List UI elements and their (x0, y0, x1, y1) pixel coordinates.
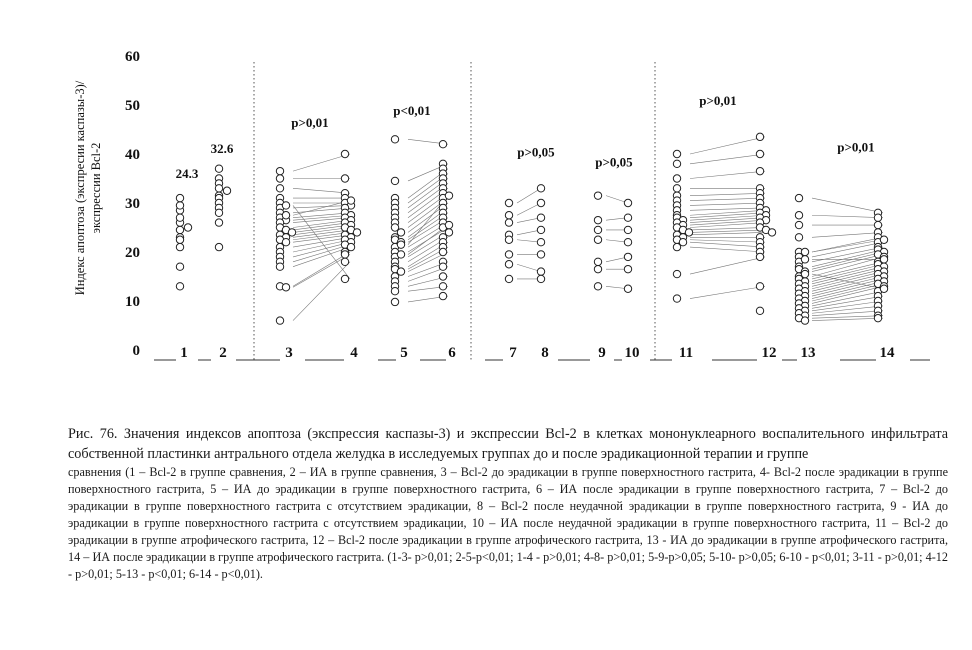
data-point-group-10 (624, 265, 631, 272)
group-mean-label: 24.3 (175, 166, 199, 181)
data-point-group-5 (397, 241, 404, 248)
y-tick-label: 40 (125, 147, 140, 163)
data-point-group-14 (874, 314, 881, 321)
significance-label: p>0,05 (517, 144, 555, 160)
pair-connector-line (690, 230, 765, 232)
significance-label: p>0,01 (291, 115, 329, 131)
data-point-group-8 (537, 275, 544, 282)
data-point-group-13 (801, 317, 808, 324)
data-point-group-4 (341, 275, 348, 282)
x-group-label: 7 (509, 345, 517, 361)
data-point-group-14 (880, 285, 887, 292)
pair-connector-line (690, 232, 765, 234)
x-group-label: 11 (678, 345, 694, 361)
pair-connector-line (690, 220, 765, 225)
pair-connector-line (690, 198, 765, 200)
pair-connector-line (690, 240, 765, 242)
data-point-group-4 (341, 175, 348, 182)
x-group-label: 14 (879, 345, 895, 361)
data-point-group-7 (505, 275, 512, 282)
y-tick-label: 30 (125, 196, 140, 212)
data-point-group-8 (537, 268, 544, 275)
x-group-label: 6 (448, 345, 456, 361)
data-point-group-7 (505, 236, 512, 243)
data-point-group-1 (176, 263, 183, 270)
data-point-group-13 (795, 221, 802, 228)
pair-connector-line (690, 218, 765, 223)
y-axis-ticks (125, 49, 140, 359)
data-point-group-6 (439, 292, 446, 299)
data-point-group-1 (176, 236, 183, 243)
significance-label: p>0,01 (837, 139, 875, 155)
pair-connector-line (812, 311, 883, 316)
significance-label: p>0,05 (595, 154, 633, 170)
data-point-group-6 (439, 141, 446, 148)
data-point-group-12 (756, 253, 763, 260)
data-point-group-9 (594, 192, 601, 199)
data-point-group-7 (505, 199, 512, 206)
pair-connector-line (690, 213, 765, 218)
y-tick-label: 10 (125, 294, 140, 310)
data-points (176, 133, 887, 324)
data-point-group-8 (537, 185, 544, 192)
pair-connector-line (690, 215, 765, 220)
data-point-group-11 (673, 175, 680, 182)
significance-label: p>0,01 (699, 93, 737, 108)
data-point-group-6 (445, 221, 452, 228)
data-point-group-14 (874, 221, 881, 228)
y-tick-label: 60 (125, 49, 140, 65)
y-tick-label: 0 (132, 343, 140, 359)
data-point-group-11 (673, 160, 680, 167)
y-axis-label-line2: экспрессии Bcl-2 (89, 142, 103, 234)
pair-connector-line (690, 247, 765, 252)
pair-connector-line (293, 154, 350, 171)
data-point-group-3 (282, 202, 289, 209)
x-axis-labels (154, 345, 930, 361)
pair-connector-line (690, 223, 765, 228)
data-point-group-6 (445, 192, 452, 199)
pair-connector-line (812, 232, 883, 237)
data-point-group-9 (594, 216, 601, 223)
data-point-group-8 (537, 226, 544, 233)
data-point-group-9 (594, 236, 601, 243)
x-group-label: 2 (219, 345, 227, 361)
x-group-label: 13 (800, 345, 816, 361)
data-point-group-2 (215, 219, 222, 226)
x-group-label: 8 (541, 345, 549, 361)
pair-connector-line (690, 137, 765, 154)
data-point-group-7 (505, 251, 512, 258)
data-point-group-5 (391, 298, 398, 305)
data-point-group-3 (276, 175, 283, 182)
data-point-group-3 (276, 317, 283, 324)
pair-connector-line (690, 203, 765, 205)
data-point-group-13 (801, 270, 808, 277)
x-group-label: 5 (400, 345, 408, 361)
pair-connector-line (812, 198, 883, 213)
data-point-group-10 (624, 253, 631, 260)
pair-connector-lines (293, 137, 883, 321)
x-group-label: 12 (761, 345, 777, 361)
y-tick-label: 20 (125, 245, 140, 261)
pair-connector-line (690, 171, 765, 178)
data-point-group-9 (594, 283, 601, 290)
data-point-group-12 (756, 167, 763, 174)
pair-connector-line (690, 154, 765, 164)
data-point-group-1 (176, 214, 183, 221)
caption-details: сравнения (1 – Bcl-2 в группе сравнения, 2 – ИА в группе сравнения, 3 – Bcl-2 до эрадикации в группе поверхностного гастрита, 4- Bcl-2 после эрадикации в группе поверхностного гастрита, 5 – ИА до эрадикации в группе поверхностного гастрита, 6 – ИА после эрадикации в группе поверхностного гастрита, 7 – Bcl-2 до эрадикации в группе поверхностного гастрита с отсутствием эрадикации, 8 – Bcl-2 после неудачной эрадикации в группе поверхностного гастрита, 9 - ИА до эрадикации в группе поверхностного гастрита с отсутствием эрадикации, 10 – ИА после неудачной эрадикации в группе поверхностного гастрита, 11 – Bcl-2 до эрадикации в группе атрофического гастрита, 12 – Bcl-2 после эрадикации в группе атрофического гастрита, 13 - ИА до эрадикации в группе атрофического гастрита, 14 – ИА после эрадикации в группе атрофического гастрита. (1-3- p>0,01; 2-5-p<0,01; 1-4 - p>0,01; 4-8- p>0,01; 5-9-p>0,05; 5-10- p>0,05; 6-10 - p<0,01; 3-11 - p>0,01; 4-12 - p>0,01; 5-13 - p<0,01; 6-14 - p<0,01). (68, 465, 948, 581)
data-point-group-1 (176, 202, 183, 209)
data-point-group-14 (880, 256, 887, 263)
data-point-group-2 (215, 209, 222, 216)
data-point-group-1 (176, 226, 183, 233)
data-point-group-11 (673, 295, 680, 302)
data-point-group-6 (439, 263, 446, 270)
data-point-group-10 (624, 226, 631, 233)
data-point-group-7 (505, 219, 512, 226)
data-point-group-13 (795, 212, 802, 219)
data-point-group-5 (397, 251, 404, 258)
significance-label: p<0,01 (393, 102, 431, 118)
data-point-group-5 (391, 177, 398, 184)
y-axis-label-line1: Индекс апоптоза (экспресии каспазы-3)/ (73, 80, 87, 296)
data-point-group-1 (176, 243, 183, 250)
data-point-group-12 (756, 133, 763, 140)
pair-connector-line (517, 188, 541, 203)
data-point-group-9 (594, 226, 601, 233)
data-point-group-4 (347, 197, 354, 204)
data-point-group-14 (880, 236, 887, 243)
data-point-group-10 (624, 214, 631, 221)
data-point-group-3 (276, 185, 283, 192)
data-point-group-11 (673, 185, 680, 192)
data-point-group-10 (624, 199, 631, 206)
data-point-group-3 (282, 284, 289, 291)
data-point-group-8 (537, 239, 544, 246)
data-point-group-3 (282, 212, 289, 219)
pair-connector-line (812, 215, 883, 217)
data-point-group-8 (537, 251, 544, 258)
data-point-group-2 (223, 187, 230, 194)
data-point-group-14 (874, 214, 881, 221)
y-tick-label: 50 (125, 98, 140, 114)
data-point-group-10 (624, 285, 631, 292)
data-point-group-8 (537, 199, 544, 206)
data-point-group-12 (768, 229, 775, 236)
pair-connector-line (690, 208, 765, 210)
data-point-group-11 (673, 270, 680, 277)
x-group-label: 4 (350, 345, 358, 361)
caption-lead: Рис. 76. Значения индексов апоптоза (экспрессия каспазы-3) и экспрессии Bcl-2 в клетках мононуклеарного воспалительного инфильтрата собственной пластинки антрального отдела желудка в исследуемых группах до и после эрадикационной терапии и группе (68, 426, 948, 462)
data-point-group-8 (537, 214, 544, 221)
data-point-group-9 (594, 258, 601, 265)
data-point-group-4 (341, 150, 348, 157)
pair-connector-line (690, 286, 765, 298)
data-point-group-13 (795, 194, 802, 201)
data-point-group-13 (795, 234, 802, 241)
pair-connector-line (690, 257, 765, 274)
data-point-group-2 (215, 185, 222, 192)
data-point-group-4 (341, 251, 348, 258)
data-point-group-4 (341, 258, 348, 265)
data-point-group-13 (801, 256, 808, 263)
y-axis-label (73, 80, 103, 295)
data-point-group-3 (276, 263, 283, 270)
data-point-group-6 (439, 273, 446, 280)
pair-connector-line (812, 318, 883, 320)
data-point-group-13 (801, 248, 808, 255)
data-point-group-11 (673, 150, 680, 157)
pair-connector-line (812, 316, 883, 318)
x-group-label: 9 (598, 345, 606, 361)
x-group-label: 10 (624, 345, 640, 361)
data-point-group-7 (505, 212, 512, 219)
data-point-group-7 (505, 261, 512, 268)
data-point-group-2 (215, 165, 222, 172)
data-point-group-1 (176, 194, 183, 201)
data-point-group-6 (439, 248, 446, 255)
data-point-group-5 (391, 136, 398, 143)
data-point-group-1 (184, 224, 191, 231)
data-point-group-5 (391, 288, 398, 295)
data-point-group-2 (215, 243, 222, 250)
pair-connector-line (690, 228, 765, 230)
x-group-label: 1 (180, 345, 188, 361)
data-point-group-12 (756, 283, 763, 290)
figure-caption (68, 424, 948, 583)
pair-connector-line (690, 242, 765, 247)
group-mean-label: 32.6 (210, 141, 234, 156)
data-point-group-11 (673, 243, 680, 250)
x-group-label: 3 (285, 345, 293, 361)
data-point-group-6 (439, 283, 446, 290)
data-point-group-12 (756, 307, 763, 314)
data-point-group-12 (756, 150, 763, 157)
pair-connector-line (812, 240, 883, 252)
data-point-group-10 (624, 239, 631, 246)
pair-connector-line (690, 210, 765, 215)
data-point-group-3 (276, 167, 283, 174)
data-point-group-1 (176, 283, 183, 290)
data-point-group-9 (594, 265, 601, 272)
pair-connector-line (690, 193, 765, 195)
